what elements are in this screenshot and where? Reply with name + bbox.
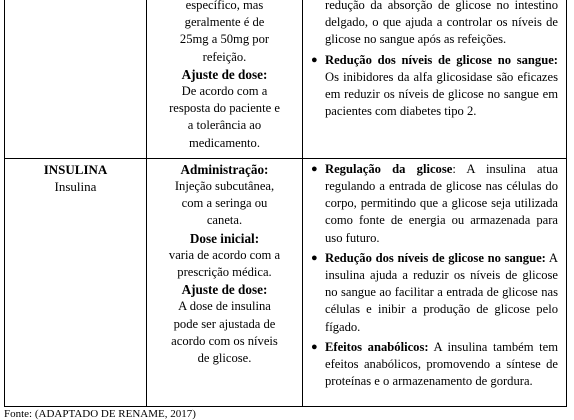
administration-cell [147,0,303,158]
admin-text: a tolerância ao [187,118,262,133]
table-row [5,158,567,406]
effect-title: Redução dos níveis de glicose no sangue: [325,250,546,265]
admin-text: pode ser ajustada de [173,316,276,331]
effect-item [307,339,558,391]
effect-title: Efeitos anabólicos: [325,339,429,354]
drug-cell [5,158,147,406]
effects-list [307,161,558,391]
admin-heading: Dose inicial: [189,230,260,246]
admin-text: geralmente é de [184,15,265,30]
bullet-icon: ● [311,162,318,175]
drug-subtitle: Insulina [54,178,97,194]
admin-heading: Administração: [180,161,269,177]
administration-content [153,0,296,152]
drug-cell-empty [5,0,147,158]
admin-text: refeição. [202,49,247,64]
effect-item [307,250,558,336]
admin-text: específico, mas [185,0,264,12]
admin-text: com a seringa ou [181,196,268,211]
bullet-icon: ● [311,53,318,66]
source-footer: Fonte: (ADAPTADO DE RENAME, 2017) [4,408,196,420]
admin-text: A dose de insulina [178,299,271,314]
admin-text: De acordo com a [181,84,268,99]
administration-cell [147,158,303,406]
effect-text: : A insulina atua regulando a entrada de glicose nas células do corpo, permitindo que a glicose seja utilizada como fonte de energia ou armazenada para uso futuro. [325,161,558,245]
table-row [5,0,567,158]
admin-text: resposta do paciente e [169,101,280,116]
admin-text: 25mg a 50mg por [179,32,270,47]
admin-text: caneta. [206,213,243,228]
effect-text: Os inibidores da alfa glicosidase são eficazes em reduzir os níveis de glicose no sangue em pacientes com diabetes tipo 2. [325,69,558,119]
effect-item [307,161,558,247]
bullet-icon: ● [311,340,318,353]
drug-name: INSULINA [43,161,108,177]
admin-text: de glicose. [197,351,252,366]
effect-text: A insulina também tem efeitos anabólicos, promovendo a síntese de proteínas e o armazenamento de gordura. [325,339,558,389]
administration-content [153,161,296,367]
medication-table [4,0,567,407]
effect-title: Regulação da glicose [325,161,453,176]
effects-list [307,52,558,121]
effects-continuation: redução da absorção de glicose no intestino delgado, o que ajuda a controlar os níveis de glicose no sangue após as refeições. [325,0,558,47]
admin-heading: Ajuste de dose: [181,66,268,82]
admin-text: Injeção subcutânea, [174,179,275,194]
effect-title: Redução dos níveis de glicose no sangue: [325,52,558,67]
admin-text: medicamento. [189,135,260,150]
admin-heading: Ajuste de dose: [181,282,268,298]
bullet-icon: ● [311,251,318,264]
effects-cell [303,158,567,406]
admin-text: prescrição médica. [177,265,272,280]
effect-item [307,52,558,121]
admin-text: varia de acordo com a [168,247,281,262]
effects-cell [303,0,567,158]
admin-text: acordo com os níveis [171,333,278,348]
effect-text: A insulina ajuda a reduzir os níveis de glicose no sangue ao facilitar a entrada de glicose nas células e inibir a produção de glicose pelo fígado. [325,250,558,334]
